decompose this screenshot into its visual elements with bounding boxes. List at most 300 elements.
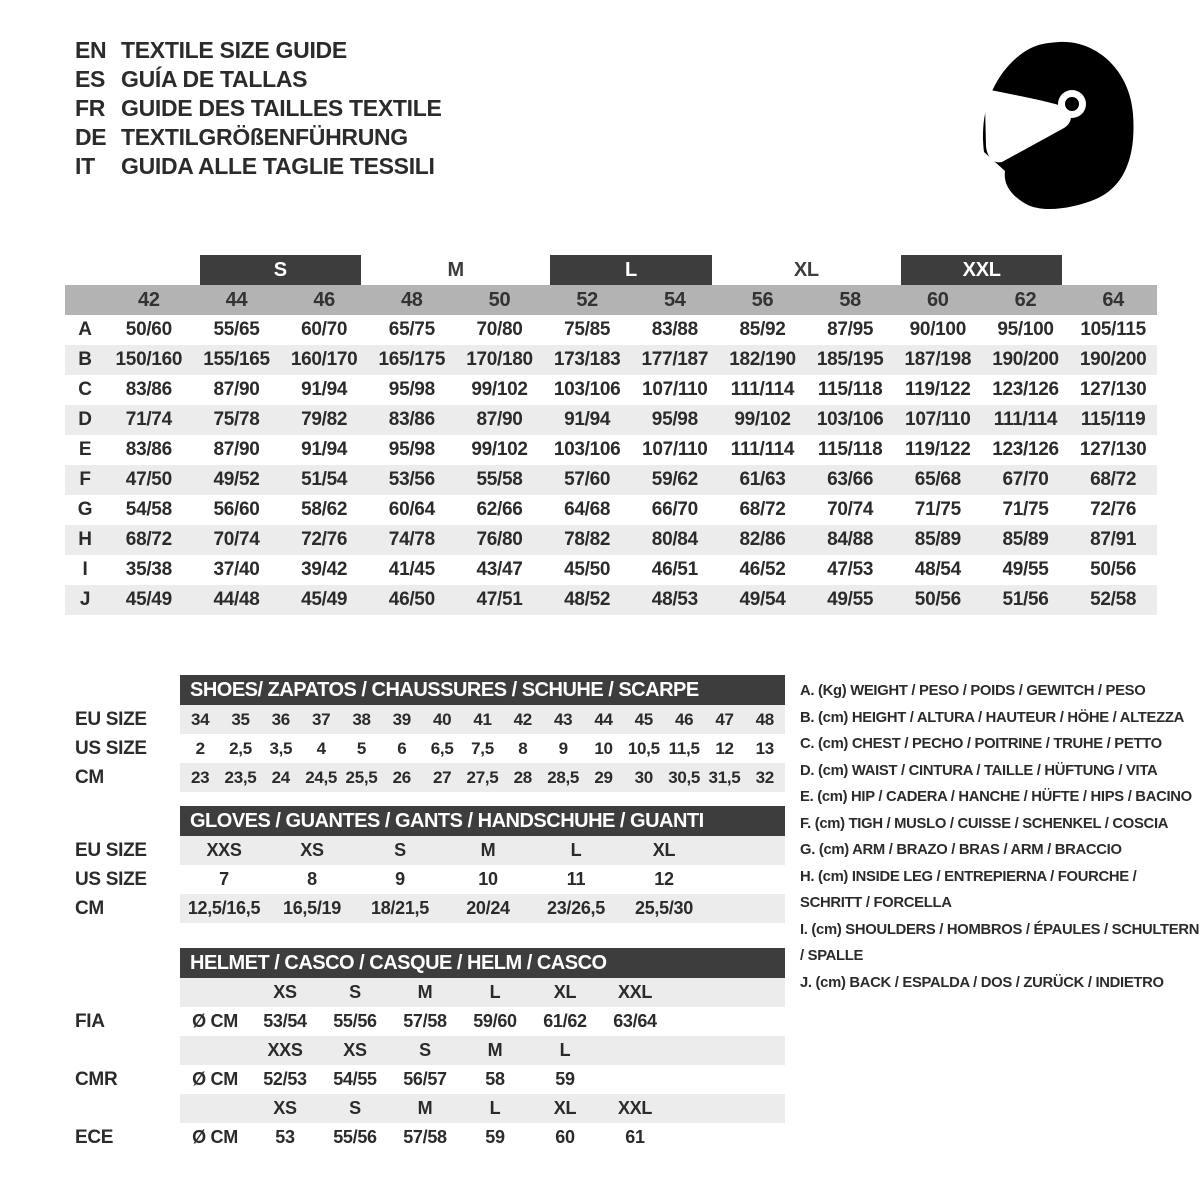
size-column-header-band <box>65 285 1157 315</box>
unit-spacer <box>180 1094 250 1123</box>
value-cell: 55/56 <box>333 1127 377 1147</box>
helmet-size-row <box>75 1036 787 1065</box>
unit-cell: Ø CM <box>192 1069 238 1089</box>
value-cell: 10,5 <box>627 739 660 758</box>
size-header-cell: M <box>417 1098 433 1118</box>
value-cell: 23 <box>191 768 210 787</box>
unit-spacer <box>180 1036 250 1065</box>
size-header-cell: L <box>489 982 501 1002</box>
size-value-cell: 51/54 <box>301 469 348 490</box>
unit-cell: Ø CM <box>192 1127 238 1147</box>
legend-item: F. (cm) TIGH / MUSLO / CUISSE / SCHENKEL / COSCIA <box>800 815 1169 832</box>
size-value-cell: 64/68 <box>564 499 611 520</box>
size-value-cell: 79/82 <box>301 409 348 430</box>
size-column-header: 54 <box>663 289 686 311</box>
value-cell: 31,5 <box>708 768 741 787</box>
unit-spacer <box>180 978 250 1007</box>
size-column-header: 64 <box>1102 289 1124 311</box>
size-value-cell: 50/56 <box>914 589 961 610</box>
value-cell: 55/56 <box>333 1011 377 1031</box>
table-row <box>75 705 787 734</box>
size-value-cell: 91/94 <box>301 379 348 400</box>
textile-measure-rows <box>65 315 1157 615</box>
racing-helmet-graphic <box>980 38 1138 214</box>
value-cell: 13 <box>755 739 774 758</box>
legend-item: C. (cm) CHEST / PECHO / POITRINE / TRUHE / PETTO <box>800 736 1162 752</box>
value-cell: 44 <box>594 710 613 729</box>
language-code: DE <box>75 124 107 150</box>
value-cell: 36 <box>271 710 290 729</box>
row-label: US SIZE <box>75 738 147 759</box>
size-column-header: 44 <box>225 289 248 311</box>
size-value-cell: 44/48 <box>213 589 260 610</box>
value-cell: 2 <box>195 739 205 758</box>
language-code: FR <box>75 95 106 121</box>
language-row <box>75 123 442 152</box>
value-cell: 35 <box>231 710 250 729</box>
size-header-cell: S <box>349 982 361 1002</box>
size-value-cell: 53/56 <box>388 469 435 490</box>
row-label: US SIZE <box>75 869 147 890</box>
size-value-cell: 54/58 <box>125 499 172 520</box>
size-value-cell: 68/72 <box>125 529 172 550</box>
size-value-cell: 123/126 <box>992 379 1059 400</box>
helmet-standard-label: CMR <box>75 1069 118 1090</box>
size-group-row <box>65 255 1157 285</box>
size-value-cell: 59/62 <box>651 469 698 490</box>
value-cell: 40 <box>433 710 452 729</box>
size-header-cell: M <box>487 1040 503 1060</box>
size-value-cell: 49/55 <box>1002 559 1049 580</box>
size-value-cell: 49/54 <box>739 589 786 610</box>
size-header-cell: XXL <box>617 982 653 1002</box>
size-value-cell: 58/62 <box>301 499 348 520</box>
value-cell: 9 <box>395 869 405 889</box>
value-cell: M <box>480 840 496 860</box>
helmet-value-row <box>75 1065 787 1094</box>
legend-item: E. (cm) HIP / CADERA / HANCHE / HÜFTE / HIPS / BACINO <box>800 789 1192 805</box>
spacer <box>75 792 787 806</box>
value-cell: 42 <box>513 710 532 729</box>
size-value-cell: 127/130 <box>1079 379 1147 400</box>
value-cell: 52/53 <box>263 1069 307 1089</box>
helmet-standard-label: FIA <box>75 1011 105 1032</box>
value-cell: 59/60 <box>473 1011 517 1031</box>
value-cell: 6 <box>397 739 407 758</box>
size-column-header: 52 <box>576 289 598 311</box>
size-value-cell: 46/51 <box>651 559 698 580</box>
size-value-cell: 87/90 <box>213 379 260 400</box>
size-value-cell: 60/70 <box>301 319 348 340</box>
helmet-size-row <box>75 978 787 1007</box>
size-value-cell: 182/190 <box>729 349 796 370</box>
size-value-cell: 95/98 <box>388 439 435 460</box>
measurement-legend <box>800 678 1200 996</box>
size-value-cell: 150/160 <box>115 349 183 370</box>
size-value-cell: 68/72 <box>1090 469 1137 490</box>
size-column-header: 58 <box>839 289 861 311</box>
size-column-header: 42 <box>138 289 160 311</box>
value-cell: 12 <box>715 739 734 758</box>
value-band <box>180 734 785 763</box>
size-value-cell: 47/51 <box>476 589 523 610</box>
value-cell: 11,5 <box>668 739 700 758</box>
value-cell: 5 <box>356 739 367 758</box>
value-cell: 39 <box>392 710 411 729</box>
value-cell: 63/64 <box>613 1011 657 1031</box>
value-band <box>180 836 785 865</box>
value-cell: XXS <box>206 840 242 860</box>
size-value-cell: 103/106 <box>816 409 884 430</box>
size-value-cell: 83/86 <box>125 439 172 460</box>
value-cell: 23/26,5 <box>547 898 605 918</box>
size-value-cell: 177/187 <box>641 349 709 370</box>
size-value-cell: 80/84 <box>651 529 698 550</box>
row-label-empty <box>75 1036 180 1065</box>
spacer <box>75 923 787 948</box>
size-header-cell: XS <box>343 1040 367 1060</box>
size-value-cell: 45/50 <box>564 559 611 580</box>
size-value-cell: 99/102 <box>471 439 528 460</box>
size-value-cell: 49/52 <box>213 469 260 490</box>
measure-row <box>65 435 1157 465</box>
size-header-band <box>180 1094 785 1123</box>
helmet-size-row <box>75 1094 787 1123</box>
measure-row-label: G <box>77 499 93 520</box>
value-cell: 12,5/16,5 <box>187 898 261 918</box>
size-header-cell: XS <box>273 982 297 1002</box>
size-value-cell: 160/170 <box>290 349 358 370</box>
value-band <box>180 763 785 792</box>
measure-row <box>65 345 1157 375</box>
size-value-cell: 115/118 <box>817 439 883 460</box>
measure-row <box>65 525 1157 555</box>
size-value-cell: 70/74 <box>827 499 874 520</box>
value-cell: 16,5/19 <box>283 898 341 918</box>
size-value-cell: 190/200 <box>1079 349 1147 370</box>
size-value-cell: 107/110 <box>905 409 971 430</box>
value-cell: 28 <box>513 768 532 787</box>
value-cell: 53 <box>275 1127 295 1147</box>
size-value-cell: 165/175 <box>378 349 446 370</box>
measure-row-label: A <box>78 319 92 340</box>
size-value-cell: 87/95 <box>827 319 874 340</box>
size-value-cell: 85/89 <box>914 529 961 550</box>
value-cell: 25,5 <box>345 768 378 787</box>
value-cell: 10 <box>478 869 498 889</box>
value-band <box>180 1123 785 1152</box>
textile-size-table <box>65 255 1157 615</box>
size-value-cell: 66/70 <box>651 499 698 520</box>
size-value-cell: 67/70 <box>1002 469 1049 490</box>
value-cell: 59 <box>485 1127 505 1147</box>
language-title-list <box>75 36 442 181</box>
value-cell: 7,5 <box>471 739 494 758</box>
size-value-cell: 50/56 <box>1090 559 1137 580</box>
measure-row <box>65 405 1157 435</box>
size-value-cell: 71/75 <box>1002 499 1049 520</box>
legend-item: B. (cm) HEIGHT / ALTURA / HAUTEUR / HÖHE / ALTEZZA <box>800 709 1184 726</box>
value-cell: 58 <box>485 1069 505 1089</box>
table-title-bar: GLOVES / GUANTES / GANTS / HANDSCHUHE / GUANTI <box>180 806 785 836</box>
size-column-header: 50 <box>488 289 511 311</box>
value-cell: 61 <box>625 1127 645 1147</box>
size-value-cell: 46/52 <box>739 559 786 580</box>
legend-item: J. (cm) BACK / ESPALDA / DOS / ZURÜCK / INDIETRO <box>800 974 1164 991</box>
size-value-cell: 75/78 <box>213 409 260 430</box>
size-value-cell: 105/115 <box>1080 319 1146 340</box>
size-header-cell: M <box>417 982 433 1002</box>
value-cell: 47 <box>715 710 734 729</box>
measure-row <box>65 375 1157 405</box>
value-cell: 7 <box>219 869 229 889</box>
size-value-cell: 70/74 <box>213 529 260 550</box>
size-value-cell: 63/66 <box>827 469 874 490</box>
size-value-cell: 115/118 <box>817 379 883 400</box>
value-cell: 25,5/30 <box>635 898 693 918</box>
size-value-cell: 65/68 <box>914 469 961 490</box>
language-title: TEXTILGRÖßENFÜHRUNG <box>121 124 408 150</box>
size-value-cell: 75/85 <box>564 319 611 340</box>
size-header-cell: XL <box>553 1098 577 1118</box>
size-value-cell: 55/65 <box>213 319 260 340</box>
size-value-cell: 123/126 <box>992 439 1059 460</box>
helmet-standard-label: ECE <box>75 1127 114 1148</box>
size-value-cell: 95/100 <box>997 319 1054 340</box>
size-value-cell: 84/88 <box>827 529 874 550</box>
value-cell: 43 <box>554 710 573 729</box>
size-value-cell: 190/200 <box>992 349 1059 370</box>
language-title: GUÍA DE TALLAS <box>121 66 308 92</box>
size-header-cell: L <box>489 1098 501 1118</box>
size-value-cell: 155/165 <box>203 349 270 370</box>
size-column-header: 62 <box>1014 289 1037 311</box>
size-group-label: S <box>200 255 361 285</box>
value-cell: 24 <box>271 768 290 787</box>
value-cell: 30 <box>634 768 653 787</box>
measure-row <box>65 465 1157 495</box>
table-row <box>75 865 787 894</box>
measure-row-label: E <box>78 439 92 460</box>
value-cell: 46 <box>675 710 694 729</box>
size-value-cell: 85/92 <box>739 319 786 340</box>
measure-row-label: J <box>79 589 91 610</box>
size-value-cell: 87/90 <box>476 409 523 430</box>
size-value-cell: 103/106 <box>553 379 621 400</box>
size-value-cell: 37/40 <box>213 559 260 580</box>
value-cell: 53/54 <box>263 1011 307 1031</box>
size-value-cell: 91/94 <box>564 409 611 430</box>
value-cell: 11 <box>566 869 586 889</box>
size-value-cell: 45/49 <box>125 589 172 610</box>
footwear-gloves-helmet-tables <box>75 675 787 1152</box>
legend-item: I. (cm) SHOULDERS / HOMBROS / ÉPAULES / SCHULTERN / SPALLE <box>800 921 1200 964</box>
value-cell: 57/58 <box>403 1127 447 1147</box>
size-value-cell: 87/90 <box>213 439 260 460</box>
value-cell: 54/55 <box>333 1069 377 1089</box>
size-value-cell: 83/86 <box>125 379 172 400</box>
measure-row-label: B <box>78 349 92 370</box>
table-title-bar: HELMET / CASCO / CASQUE / HELM / CASCO <box>180 948 785 978</box>
size-header-band <box>180 1036 785 1065</box>
size-value-cell: 71/75 <box>914 499 961 520</box>
size-value-cell: 71/74 <box>125 409 172 430</box>
size-value-cell: 119/122 <box>905 379 971 400</box>
size-value-cell: 68/72 <box>739 499 786 520</box>
size-header-cell: XL <box>553 982 577 1002</box>
measure-row <box>65 495 1157 525</box>
size-value-cell: 56/60 <box>213 499 260 520</box>
value-cell: XL <box>652 840 676 860</box>
language-title: GUIDE DES TAILLES TEXTILE <box>121 95 442 121</box>
value-band <box>180 1065 785 1094</box>
row-label: EU SIZE <box>75 840 147 861</box>
value-cell: 37 <box>312 710 331 729</box>
size-value-cell: 43/47 <box>476 559 523 580</box>
row-label-spacer <box>65 285 105 315</box>
size-value-cell: 111/114 <box>730 439 795 460</box>
value-cell: 59 <box>555 1069 575 1089</box>
value-cell: 9 <box>558 739 568 758</box>
value-cell: 28,5 <box>547 768 580 787</box>
size-value-cell: 83/86 <box>388 409 435 430</box>
value-cell: 29 <box>594 768 613 787</box>
size-value-cell: 76/80 <box>476 529 523 550</box>
language-row <box>75 94 442 123</box>
size-header-cell: XXL <box>617 1098 653 1118</box>
size-group-label: L <box>550 255 711 285</box>
measure-row-label: F <box>79 469 91 490</box>
size-group-label: M <box>447 259 464 281</box>
table-row <box>75 836 787 865</box>
size-value-cell: 52/58 <box>1090 589 1137 610</box>
size-value-cell: 127/130 <box>1079 439 1147 460</box>
size-value-cell: 99/102 <box>471 379 528 400</box>
size-value-cell: 78/82 <box>564 529 611 550</box>
value-cell: S <box>394 840 406 860</box>
size-header-cell: S <box>349 1098 361 1118</box>
size-value-cell: 82/86 <box>739 529 786 550</box>
language-row <box>75 65 442 94</box>
row-label: CM <box>75 898 104 919</box>
value-cell: 38 <box>352 710 371 729</box>
value-cell: 26 <box>392 768 411 787</box>
size-value-cell: 87/91 <box>1090 529 1137 550</box>
value-cell: 56/57 <box>403 1069 447 1089</box>
measure-row <box>65 555 1157 585</box>
language-row <box>75 152 442 181</box>
size-column-header: 48 <box>400 289 423 311</box>
row-label-empty <box>75 978 180 1007</box>
measure-row-label: I <box>82 559 88 580</box>
size-value-cell: 61/63 <box>739 469 786 490</box>
size-value-cell: 119/122 <box>905 439 971 460</box>
size-value-cell: 62/66 <box>476 499 523 520</box>
size-header-cell: L <box>559 1040 571 1060</box>
size-header-band <box>180 978 785 1007</box>
value-cell: 10 <box>594 739 613 758</box>
value-cell: 61/62 <box>543 1011 587 1031</box>
size-header-cell: XXS <box>267 1040 303 1060</box>
unit-cell: Ø CM <box>192 1011 238 1031</box>
size-value-cell: 48/54 <box>914 559 961 580</box>
size-value-cell: 47/50 <box>125 469 172 490</box>
measure-row-label: D <box>78 409 92 430</box>
value-cell: 6,5 <box>430 739 454 758</box>
value-cell: 60 <box>555 1127 575 1147</box>
size-value-cell: 70/80 <box>476 319 523 340</box>
size-value-cell: 49/55 <box>827 589 874 610</box>
size-value-cell: 95/98 <box>388 379 435 400</box>
size-value-cell: 111/114 <box>993 409 1058 430</box>
value-cell: 57/58 <box>403 1011 447 1031</box>
size-value-cell: 45/49 <box>301 589 348 610</box>
table-row <box>75 734 787 763</box>
value-band <box>180 894 785 923</box>
size-group-label: XXL <box>901 255 1062 285</box>
language-code: ES <box>75 66 106 92</box>
helmet-value-row <box>75 1123 787 1152</box>
size-value-cell: 170/180 <box>466 349 533 370</box>
measure-row <box>65 585 1157 615</box>
value-cell: 4 <box>316 739 326 758</box>
value-band <box>180 705 785 734</box>
row-label-empty <box>75 1094 180 1123</box>
size-value-cell: 103/106 <box>553 439 621 460</box>
size-value-cell: 55/58 <box>476 469 523 490</box>
size-value-cell: 173/183 <box>553 349 621 370</box>
value-cell: 8 <box>307 869 317 889</box>
value-cell: 2,5 <box>229 739 252 758</box>
size-value-cell: 50/60 <box>125 319 172 340</box>
language-row <box>75 36 442 65</box>
helmet-value-row <box>75 1007 787 1036</box>
value-cell: 45 <box>634 710 653 729</box>
size-column-header: 56 <box>751 289 774 311</box>
row-label: EU SIZE <box>75 709 147 730</box>
table-row <box>75 763 787 792</box>
value-cell: 27,5 <box>466 768 499 787</box>
measure-row-label: C <box>78 379 92 400</box>
size-value-cell: 57/60 <box>564 469 611 490</box>
size-value-cell: 72/76 <box>301 529 348 550</box>
language-title: GUIDA ALLE TAGLIE TESSILI <box>121 153 435 179</box>
value-cell: 41 <box>473 710 492 729</box>
value-cell: 27 <box>433 768 452 787</box>
size-value-cell: 65/75 <box>388 319 435 340</box>
size-value-cell: 74/78 <box>388 529 435 550</box>
value-cell: 8 <box>518 739 528 758</box>
value-cell: XS <box>300 840 324 860</box>
racing-helmet-icon <box>980 38 1138 214</box>
language-code: IT <box>75 153 95 179</box>
size-value-cell: 99/102 <box>734 409 791 430</box>
size-value-cell: 91/94 <box>301 439 348 460</box>
size-value-cell: 185/195 <box>816 349 884 370</box>
size-column-header: 46 <box>313 289 335 311</box>
value-band <box>180 865 785 894</box>
value-cell: 24,5 <box>305 768 338 787</box>
language-code: EN <box>75 37 107 63</box>
size-value-cell: 48/52 <box>564 589 611 610</box>
size-value-cell: 107/110 <box>642 379 708 400</box>
legend-item: H. (cm) INSIDE LEG / ENTREPIERNA / FOURCHE / SCHRITT / FORCELLA <box>800 868 1137 911</box>
table-title-bar: SHOES/ ZAPATOS / CHAUSSURES / SCHUHE / SCARPE <box>180 675 785 705</box>
size-value-cell: 187/198 <box>904 349 972 370</box>
language-title: TEXTILE SIZE GUIDE <box>121 37 347 63</box>
size-header-cell: S <box>419 1040 431 1060</box>
size-value-cell: 60/64 <box>388 499 435 520</box>
